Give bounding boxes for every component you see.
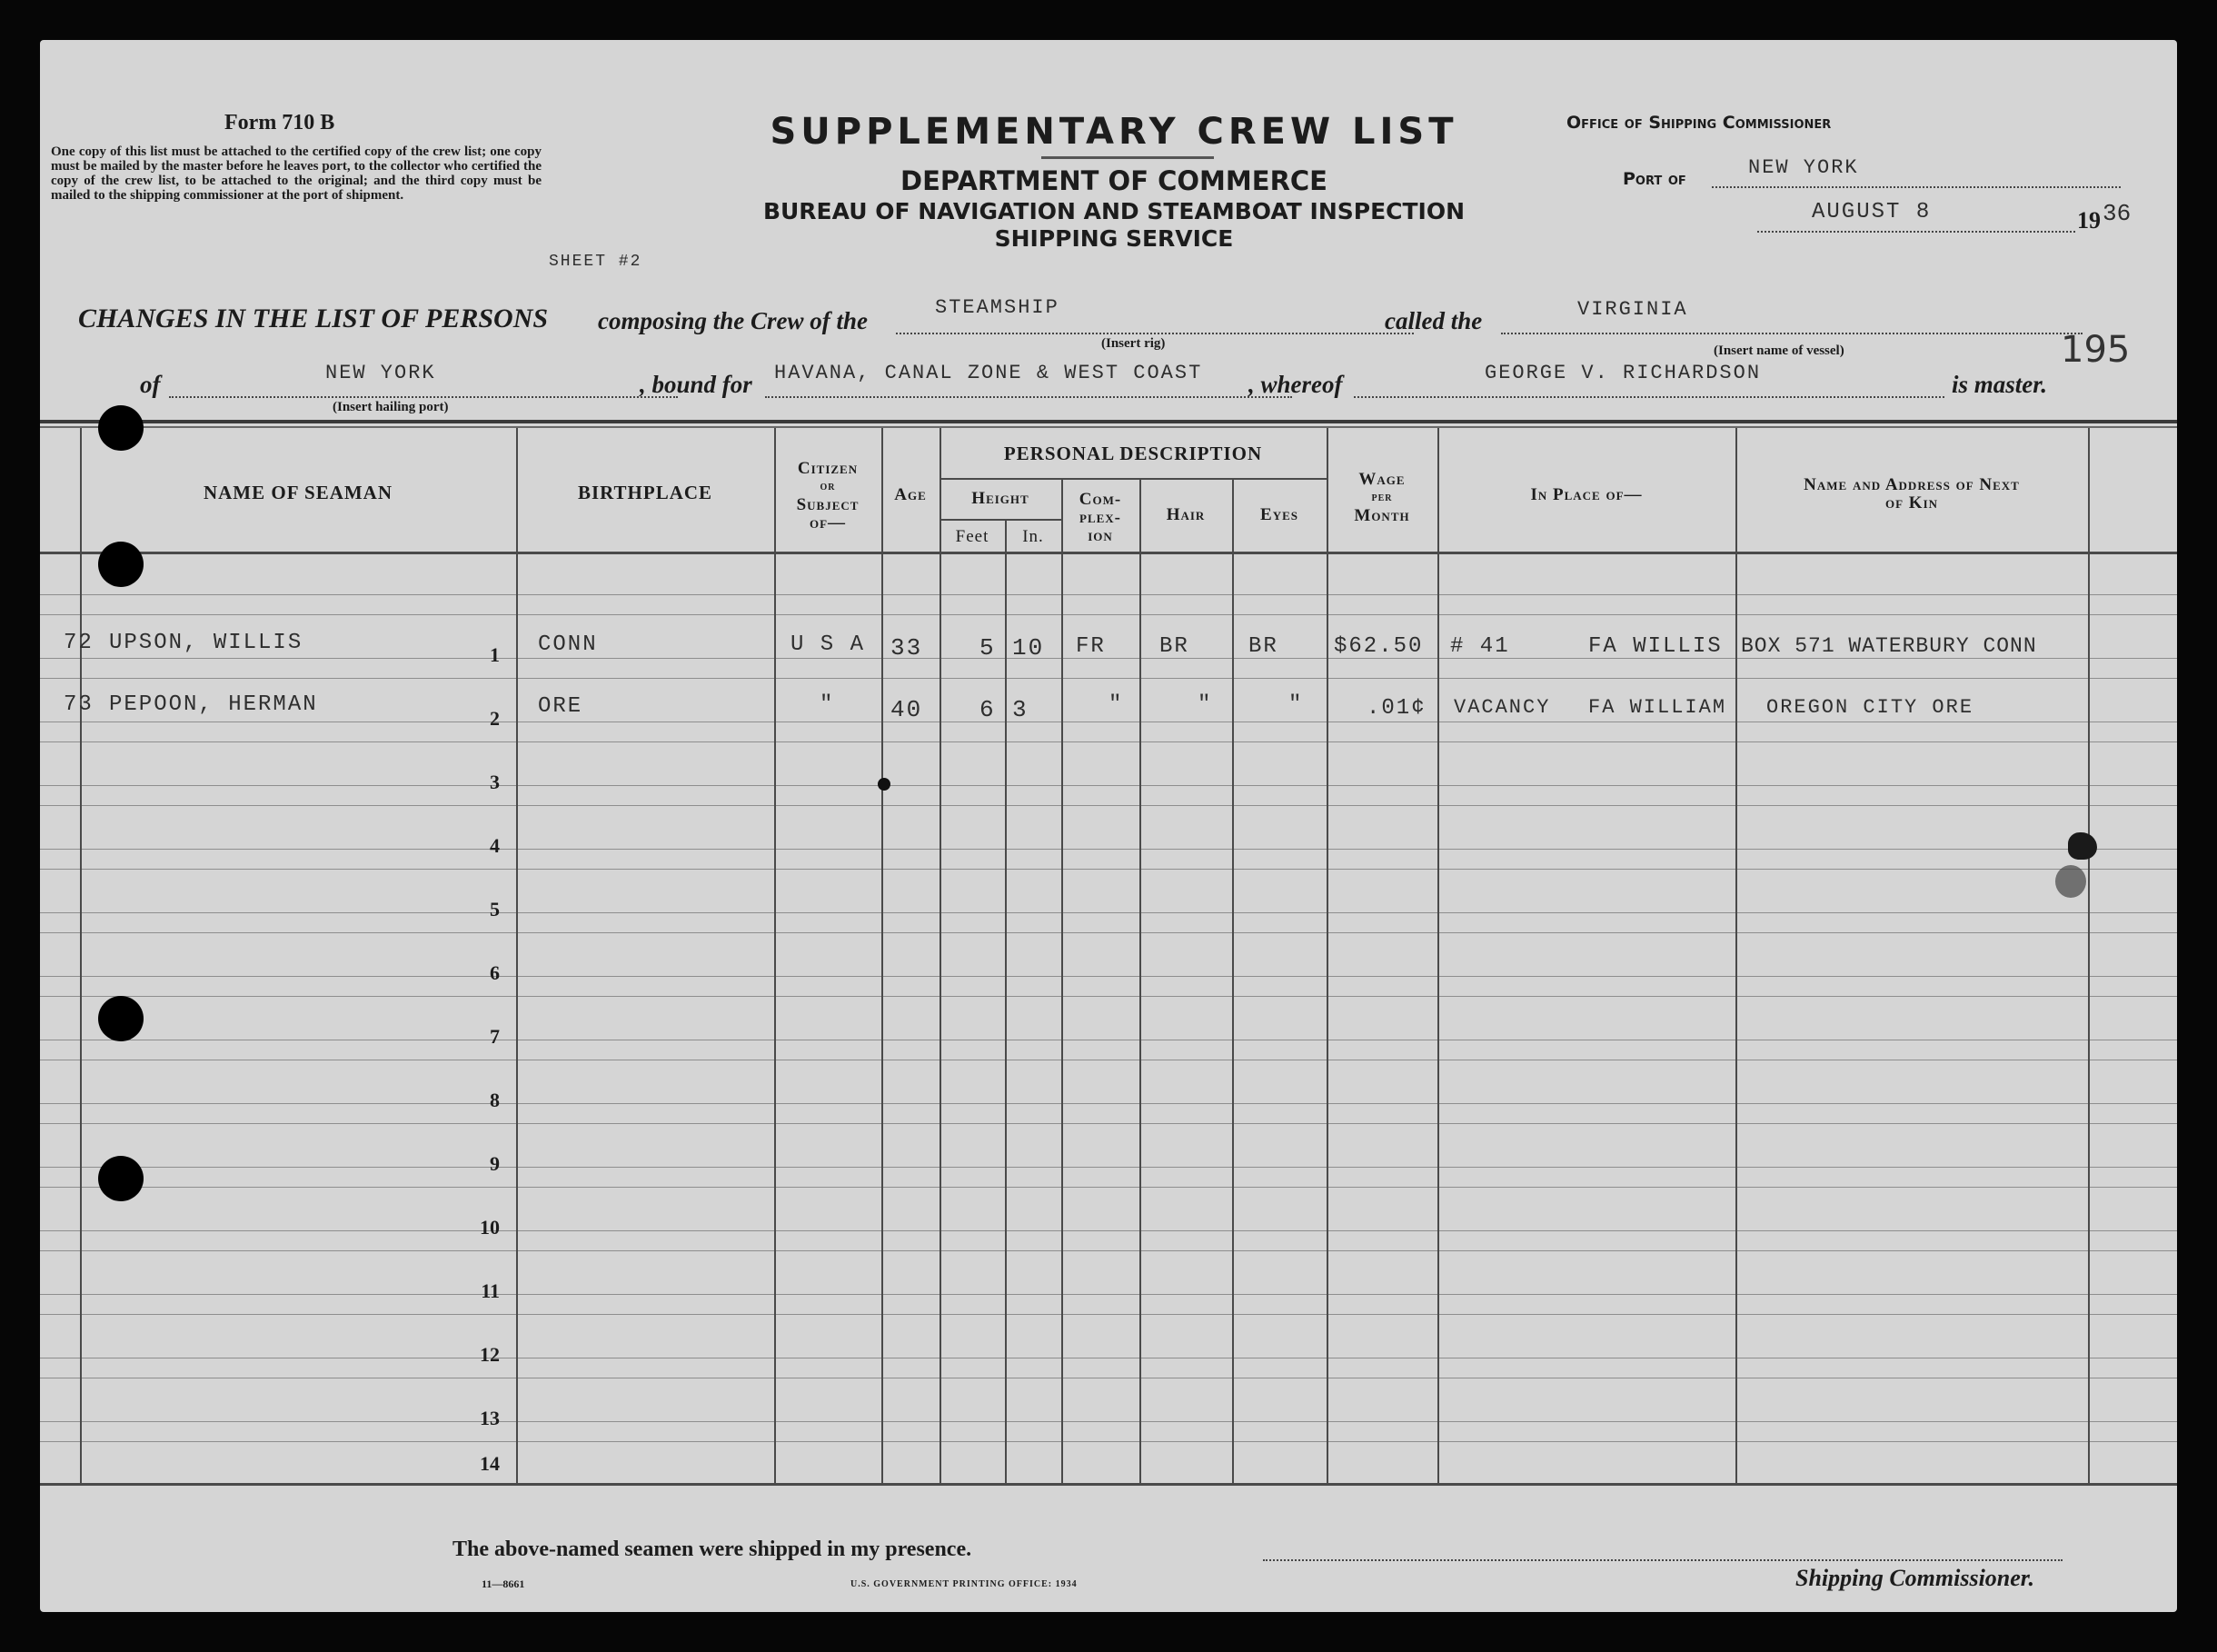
row-rule <box>40 1167 2177 1168</box>
entry-seq: 72 <box>64 631 94 655</box>
rig-hint: (Insert rig) <box>1101 336 1166 351</box>
header-age: Age <box>894 485 927 504</box>
row-rule <box>40 1250 2177 1251</box>
port-label: Port of <box>1623 169 1686 189</box>
entry-in-place-no: VACANCY <box>1454 696 1551 719</box>
col-line <box>1735 428 1737 1483</box>
whereof-label: , whereof <box>1248 371 1343 398</box>
col-line <box>1232 480 1234 1483</box>
year-prefix: 19 <box>2077 207 2101 234</box>
table-bottom-rule <box>40 1483 2177 1486</box>
row-rule <box>40 1441 2177 1442</box>
col-line <box>516 428 518 1483</box>
header-complexion: Com- plex- ion <box>1079 490 1122 545</box>
row-number: 8 <box>490 1089 500 1111</box>
service-name: SHIPPING SERVICE <box>994 225 1234 252</box>
row-number: 11 <box>481 1279 500 1302</box>
page-number: 195 <box>2061 329 2131 371</box>
composing-label: composing the Crew of the <box>598 307 869 334</box>
row-number: 3 <box>490 771 500 793</box>
bureau-name: BUREAU OF NAVIGATION AND STEAMBOAT INSPECTION <box>762 198 1466 224</box>
row-number: 1 <box>490 643 500 666</box>
row-rule <box>40 658 2177 659</box>
master-label: is master. <box>1952 371 2048 398</box>
col-line <box>1437 428 1439 1483</box>
destination-value: HAVANA, CANAL ZONE & WEST COAST <box>774 362 1203 384</box>
header-birthplace: BIRTHPLACE <box>577 482 713 503</box>
row-number: 6 <box>490 961 500 984</box>
row-rule <box>40 1294 2177 1295</box>
signature-line <box>1263 1559 2063 1561</box>
height-rule <box>939 519 1061 521</box>
row-rule <box>40 594 2177 595</box>
hailing-hint: (Insert hailing port) <box>333 400 449 414</box>
row-rule <box>40 805 2177 806</box>
vessel-line <box>1501 333 2083 334</box>
bound-label: , bound for <box>640 371 752 398</box>
of-label: of <box>140 371 161 398</box>
entry-citizen: U S A <box>790 632 866 657</box>
entry-in-place-name: FA WILLIS <box>1588 634 1723 659</box>
entry-wage: .01¢ <box>1367 696 1427 721</box>
row-number: 12 <box>480 1343 500 1366</box>
entry-seq: 73 <box>64 692 94 717</box>
row-rule <box>40 912 2177 913</box>
date-value: AUGUST 8 <box>1812 200 1932 224</box>
form-title: SUPPLEMENTARY CREW LIST <box>770 111 1458 153</box>
entry-feet: 6 <box>979 696 996 723</box>
header-personal-description: PERSONAL DESCRIPTION <box>1003 443 1263 464</box>
ink-blot <box>2068 832 2097 860</box>
punch-hole <box>98 542 144 587</box>
printer-credit: U.S. GOVERNMENT PRINTING OFFICE: 1934 <box>850 1579 1078 1589</box>
row-rule <box>40 1230 2177 1231</box>
entry-age: 33 <box>890 634 923 662</box>
col-line <box>1139 480 1141 1483</box>
col-line <box>1005 520 1007 1483</box>
row-number: 13 <box>480 1407 500 1429</box>
row-rule <box>40 976 2177 977</box>
entry-age: 40 <box>890 696 923 723</box>
form-code: 11—8661 <box>482 1577 525 1590</box>
footer-statement: The above-named seamen were shipped in my presence. <box>452 1538 972 1561</box>
row-rule <box>40 785 2177 786</box>
punch-hole <box>98 996 144 1041</box>
form-number: Form 710 B <box>224 111 335 134</box>
col-line <box>80 428 82 1483</box>
row-number: 2 <box>490 707 500 730</box>
entry-in-place-name: FA WILLIAM <box>1588 696 1727 719</box>
rig-value: STEAMSHIP <box>935 296 1059 319</box>
crew-list-form <box>40 40 2177 1612</box>
entry-name: PEPOON, HERMAN <box>109 692 318 717</box>
department-name: DEPARTMENT OF COMMERCE <box>900 165 1327 196</box>
entry-complexion: " <box>1108 692 1124 717</box>
title-rule <box>1041 156 1214 159</box>
date-line <box>1757 231 2075 233</box>
row-rule <box>40 1187 2177 1188</box>
entry-next-of-kin: BOX 571 WATERBURY CONN <box>1741 634 2037 658</box>
row-rule <box>40 932 2177 933</box>
vessel-name: VIRGINIA <box>1577 298 1688 321</box>
row-rule <box>40 741 2177 742</box>
row-number: 9 <box>490 1152 500 1175</box>
entry-wage: $62.50 <box>1334 634 1424 659</box>
table-top-rule <box>40 420 2177 423</box>
header-in-place-of: In Place of— <box>1530 485 1643 504</box>
called-label: called the <box>1385 307 1483 334</box>
personal-rule <box>939 478 1327 480</box>
header-name-of-seaman: NAME OF SEAMAN <box>203 482 393 503</box>
header-citizen: Citizen or Subject of— <box>796 459 860 532</box>
row-rule <box>40 996 2177 997</box>
entry-hair: " <box>1198 692 1213 717</box>
row-number: 4 <box>490 834 500 857</box>
col-line <box>1061 480 1063 1483</box>
col-line <box>2088 428 2090 1483</box>
hailing-port: NEW YORK <box>325 362 436 384</box>
col-line <box>1327 428 1328 1483</box>
entry-eyes: " <box>1288 692 1304 717</box>
row-number: 7 <box>490 1025 500 1048</box>
rig-line <box>896 333 1414 334</box>
header-inches: In. <box>1022 527 1044 546</box>
hailing-line <box>169 396 678 398</box>
row-number: 10 <box>480 1216 500 1239</box>
row-rule <box>40 1421 2177 1422</box>
sheet-note: SHEET #2 <box>549 253 642 271</box>
entry-birthplace: CONN <box>538 632 598 657</box>
row-number: 14 <box>480 1452 500 1475</box>
changes-label: CHANGES IN THE LIST OF PERSONS <box>78 304 549 333</box>
row-number: 5 <box>490 898 500 921</box>
port-line <box>1712 186 2121 188</box>
row-rule <box>40 1314 2177 1315</box>
row-rule <box>40 849 2177 850</box>
header-hair: Hair <box>1166 505 1206 524</box>
header-height: Height <box>971 489 1029 508</box>
ink-smudge <box>2055 865 2086 898</box>
entry-inches: 10 <box>1012 634 1045 662</box>
col-line <box>881 428 883 1483</box>
entry-name: UPSON, WILLIS <box>109 631 303 655</box>
entry-feet: 5 <box>979 634 996 662</box>
col-line <box>774 428 776 1483</box>
col-line <box>939 428 941 1483</box>
row-rule <box>40 678 2177 679</box>
office-label: Office of Shipping Commissioner <box>1566 113 1832 133</box>
row-rule <box>40 614 2177 615</box>
ink-blot <box>878 778 890 791</box>
port-value: NEW YORK <box>1748 156 1859 179</box>
vessel-hint: (Insert name of vessel) <box>1714 343 1844 358</box>
header-feet: Feet <box>955 527 989 546</box>
row-rule <box>40 1103 2177 1104</box>
entry-citizen: " <box>820 692 835 717</box>
punch-hole <box>98 1156 144 1201</box>
row-rule <box>40 1123 2177 1124</box>
header-eyes: Eyes <box>1260 505 1298 524</box>
signature-label: Shipping Commissioner. <box>1795 1565 2034 1591</box>
punch-hole <box>98 405 144 451</box>
table-top-rule-2 <box>40 426 2177 428</box>
entry-next-of-kin: OREGON CITY ORE <box>1766 696 1974 719</box>
header-bottom-rule <box>40 552 2177 554</box>
entry-hair: BR <box>1159 634 1189 659</box>
header-wage: Wage per Month <box>1354 470 1410 525</box>
entry-complexion: FR <box>1076 634 1106 659</box>
entry-birthplace: ORE <box>538 694 583 719</box>
row-rule <box>40 869 2177 870</box>
master-name: GEORGE V. RICHARDSON <box>1485 362 1762 384</box>
master-line <box>1354 396 1944 398</box>
year-suffix: 36 <box>2103 200 2132 227</box>
form-instructions: One copy of this list must be attached to the certified copy of the crew list; one copy must be mailed by the master before he leaves port, to the collector who certified the copy of the crew list, to be attached to the original; and the third copy must be mailed to the shipping commissioner at the port of shipment. <box>51 144 542 203</box>
entry-inches: 3 <box>1012 696 1029 723</box>
header-next-of-kin: Name and Address of Next of Kin <box>1804 475 2020 513</box>
destination-line <box>765 396 1292 398</box>
entry-in-place-no: # 41 <box>1450 634 1510 659</box>
entry-eyes: BR <box>1248 634 1278 659</box>
